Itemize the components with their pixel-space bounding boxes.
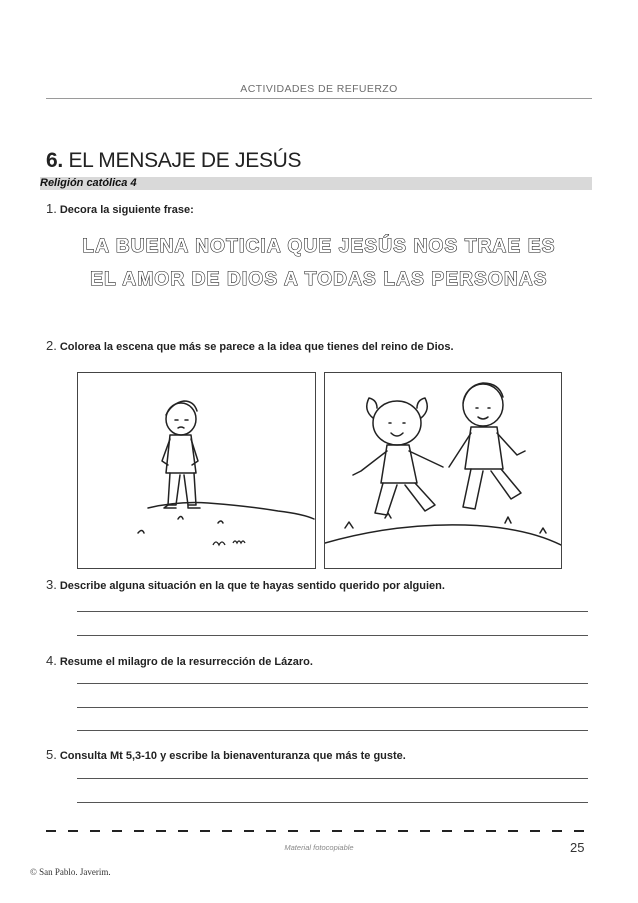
running-header: ACTIVIDADES DE REFUERZO <box>240 83 398 95</box>
answer-line[interactable] <box>77 707 588 708</box>
children-running-hand-in-hand-drawing-icon <box>325 373 561 568</box>
question-5-number: 5. <box>46 747 57 762</box>
unit-title <box>46 149 301 173</box>
question-2 <box>46 338 454 353</box>
copyright: © San Pablo. Javerim. <box>30 867 111 877</box>
scene-boy-alone[interactable] <box>77 372 316 569</box>
question-2-number: 2. <box>46 338 57 353</box>
question-4 <box>46 653 313 668</box>
question-3 <box>46 577 445 592</box>
unit-title-text: EL MENSAJE DE JESÚS <box>68 149 302 172</box>
footer-note: Material fotocopiable <box>284 843 354 852</box>
answer-line[interactable] <box>77 730 588 731</box>
subject-label: Religión católica 4 <box>40 177 137 189</box>
unit-number: 6. <box>46 149 63 172</box>
answer-line[interactable] <box>77 611 588 612</box>
answer-line[interactable] <box>77 683 588 684</box>
question-5-text: Consulta Mt 5,3-10 y escribe la bienaventuranza que más te guste. <box>59 750 406 762</box>
question-3-number: 3. <box>46 577 57 592</box>
sad-boy-alone-drawing-icon <box>78 373 315 568</box>
question-2-text: Colorea la escena que más se parece a la idea que tienes del reino de Dios. <box>59 341 454 353</box>
header-rule <box>46 98 592 99</box>
question-3-text: Describe alguna situación en la que te hayas sentido querido por alguien. <box>59 580 445 592</box>
question-1 <box>46 201 194 216</box>
question-4-text: Resume el milagro de la resurrección de Lázaro. <box>59 656 313 668</box>
answer-line[interactable] <box>77 635 588 636</box>
cut-line <box>46 830 592 832</box>
phrase-line-1[interactable]: LA BUENA NOTICIA QUE JESÚS NOS TRAE ES <box>82 236 556 257</box>
question-1-text: Decora la siguiente frase: <box>59 204 194 216</box>
question-5 <box>46 747 406 762</box>
page-number: 25 <box>570 840 585 855</box>
phrase-line-2[interactable]: EL AMOR DE DIOS A TODAS LAS PERSONAS <box>90 269 548 290</box>
question-4-number: 4. <box>46 653 57 668</box>
scene-children-running[interactable] <box>324 372 562 569</box>
answer-line[interactable] <box>77 802 588 803</box>
answer-line[interactable] <box>77 778 588 779</box>
question-1-number: 1. <box>46 201 57 216</box>
